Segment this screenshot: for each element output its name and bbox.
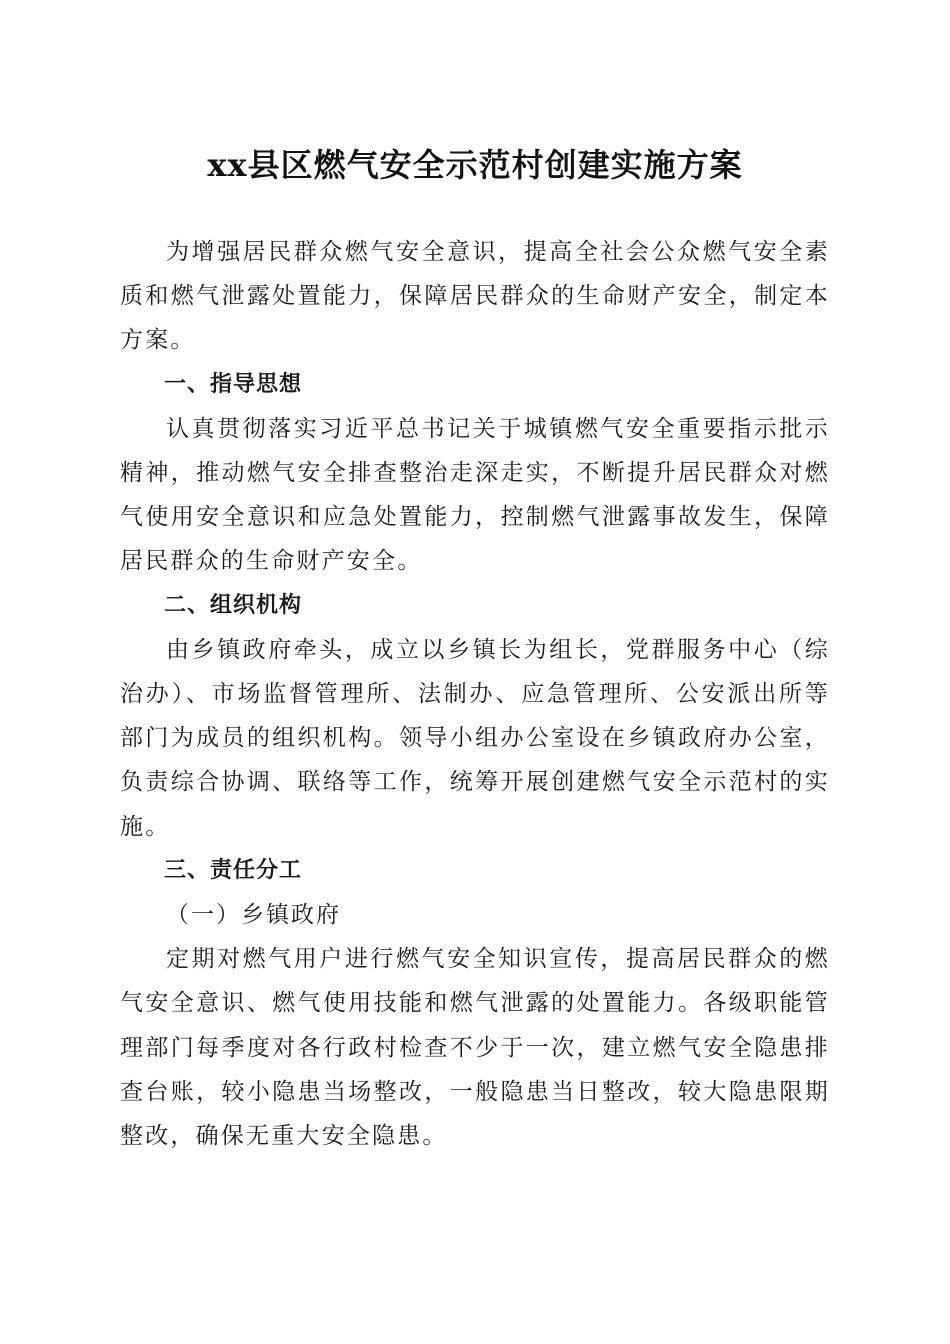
- section-paragraph-responsibilities: 定期对燃气用户进行燃气安全知识宣传，提高居民群众的燃气安全意识、燃气使用技能和燃气泄露的处置能力。各级职能管理部门每季度对各行政村检查不少于一次，建立燃气安全隐患排查台账，较小隐患当场整改，一般隐患当日整改，较大隐患限期整改，确保无重大安全隐患。: [120, 946, 830, 1150]
- section-paragraph-guiding-ideology: 认真贯彻落实习近平总书记关于城镇燃气安全重要指示批示精神，推动燃气安全排查整治走深走实，不断提升居民群众对燃气使用安全意识和应急处置能力，控制燃气泄露事故发生，保障居民群众的生命财产安全。: [120, 415, 830, 575]
- document-body: [120, 230, 830, 1158]
- subsection-heading-township-government: （一）乡镇政府: [166, 902, 341, 929]
- document-page: [120, 0, 830, 1344]
- document-title: xx县区燃气安全示范村创建实施方案: [207, 146, 743, 184]
- section-paragraph-organization: 由乡镇政府牵头，成立以乡镇长为组长，党群服务中心（综治办）、市场监督管理所、法制办、应急管理所、公安派出所等部门为成员的组织机构。领导小组办公室设在乡镇政府办公室，负责综合协调、联络等工作，统筹开展创建燃气安全示范村的实施。: [120, 636, 830, 840]
- section-heading-organization: 二、组织机构: [164, 592, 303, 618]
- section-heading-guiding-ideology: 一、指导思想: [164, 371, 303, 397]
- section-heading-responsibilities: 三、责任分工: [164, 857, 303, 883]
- intro-paragraph: 为增强居民群众燃气安全意识，提高全社会公众燃气安全素质和燃气泄露处置能力，保障居民群众的生命财产安全，制定本方案。: [120, 239, 830, 354]
